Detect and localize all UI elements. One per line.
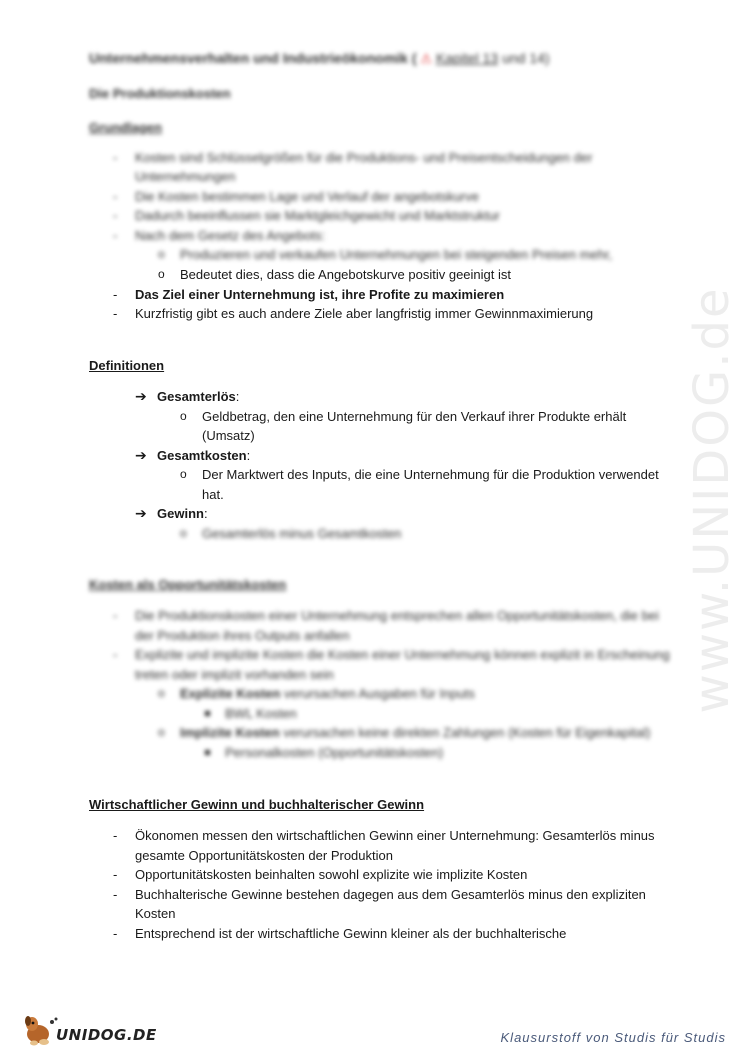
definitionen-heading: Definitionen (89, 358, 165, 373)
grundlagen-item: Dadurch beeinflussen sie Marktgleichgewicht und Marktstruktur (135, 208, 500, 223)
watermark-text: www.UNIDOG.de (684, 286, 740, 714)
bullet-dash: - (113, 189, 118, 204)
footer-tagline: Klausurstoff von Studis für Studis (500, 1030, 726, 1045)
bullet-dash: - (113, 647, 118, 662)
opportunitaet-item: treten oder implizit vorhanden sein (135, 667, 334, 682)
definition-line: hat. (202, 487, 224, 502)
grundlagen-sub-item: Produzieren und verkaufen Unternehmungen bei steigenden Preisen mehr, (180, 247, 613, 262)
bullet-dash: - (113, 287, 118, 302)
bullet-dash: - (113, 306, 118, 321)
gewinn-item: Opportunitätskosten beinhalten sowohl explizite wie implizite Kosten (135, 867, 528, 882)
bullet-circle: o (180, 467, 187, 481)
gewinn-item: gesamte Opportunitätskosten der Produktion (135, 848, 393, 863)
bullet-dash: - (113, 228, 118, 243)
bullet-dash: - (113, 887, 118, 902)
bullet-dash: - (113, 926, 118, 941)
bullet-circle: o (158, 725, 165, 739)
goal-statement: Das Ziel einer Unternehmung ist, ihre Profite zu maximieren (135, 287, 505, 302)
bullet-dash: - (113, 867, 118, 882)
gewinn-item: Buchhalterische Gewinne bestehen dagegen aus dem Gesamterlös minus den expliziten (135, 887, 646, 902)
explicit-costs: Explizite Kosten verursachen Ausgaben für Inputs (180, 686, 475, 701)
opportunitaet-heading: Kosten als Opportunitätskosten (89, 577, 287, 592)
definition-line: Gesamterlös minus Gesamtkosten (202, 526, 402, 541)
page-title (89, 49, 550, 68)
bullet-circle: o (158, 247, 165, 261)
bullet-circle: o (180, 409, 187, 423)
gewinn-item: Ökonomen messen den wirtschaftlichen Gewinn einer Unternehmung: Gesamterlös minus (135, 828, 655, 843)
section-title: Die Produktionskosten (89, 86, 231, 101)
bullet-dash: - (113, 150, 118, 165)
opportunitaet-item: Die Produktionskosten einer Unternehmung entsprechen allen Opportunitätskosten, die bei (135, 608, 659, 623)
grundlagen-item: Unternehmungen (135, 169, 236, 184)
implicit-example: Personalkosten (Opportunitätskosten) (225, 745, 444, 760)
chapter-link[interactable]: Kapitel 13 (435, 50, 499, 66)
definition-line: Geldbetrag, den eine Unternehmung für den Verkauf ihrer Produkte erhält (202, 409, 627, 424)
grundlagen-sub-item: Bedeutet dies, dass die Angebotskurve positiv geeinigt ist (180, 267, 511, 282)
title-text: Unternehmensverhalten und Industrieökonomik ( (89, 50, 417, 66)
bullet-dash: - (113, 828, 118, 843)
arrow-icon: ➔ (135, 447, 147, 463)
opportunitaet-item: Explizite und implizite Kosten die Kosten einer Unternehmung können explizit in Erscheinung (135, 647, 670, 662)
grundlagen-item: Nach dem Gesetz des Angebots: (135, 228, 326, 243)
logo-text: UNIDOG.DE (56, 1026, 157, 1044)
title-end: und 14) (502, 50, 550, 66)
short-term-statement: Kurzfristig gibt es auch andere Ziele aber langfristig immer Gewinnmaximierung (135, 306, 594, 321)
explicit-example: BWL Kosten (225, 706, 297, 721)
grundlagen-item: Kosten sind Schlüsselgrößen für die Produktions- und Preisentscheidungen der (135, 150, 593, 165)
term-gewinn: Gewinn: (157, 506, 208, 521)
term-gesamtkosten: Gesamtkosten: (157, 448, 251, 463)
grundlagen-item: Die Kosten bestimmen Lage und Verlauf der angebotskurve (135, 189, 479, 204)
arrow-icon: ➔ (135, 388, 147, 404)
bullet-square (205, 750, 210, 755)
bullet-square (205, 711, 210, 716)
definition-line: (Umsatz) (202, 428, 255, 443)
warning-icon: ⚠ (420, 51, 433, 66)
term-gesamterloes: Gesamterlös: (157, 389, 240, 404)
gewinn-item: Entsprechend ist der wirtschaftliche Gewinn kleiner als der buchhalterische (135, 926, 567, 941)
bullet-dash: - (113, 208, 118, 223)
implicit-costs: Implizite Kosten verursachen keine direkten Zahlungen (Kosten für Eigenkapital) (180, 725, 651, 740)
bullet-circle: o (158, 267, 165, 281)
bullet-dash: - (113, 608, 118, 623)
opportunitaet-item: der Produktion ihres Outputs anfallen (135, 628, 350, 643)
grundlagen-heading: Grundlagen (89, 120, 162, 135)
bullet-circle: o (180, 526, 187, 540)
definition-line: Der Marktwert des Inputs, die eine Unternehmung für die Produktion verwendet (202, 467, 659, 482)
gewinn-item: Kosten (135, 906, 176, 921)
bullet-circle: o (158, 686, 165, 700)
arrow-icon: ➔ (135, 505, 147, 521)
gewinn-heading: Wirtschaftlicher Gewinn und buchhalterischer Gewinn (89, 797, 425, 812)
